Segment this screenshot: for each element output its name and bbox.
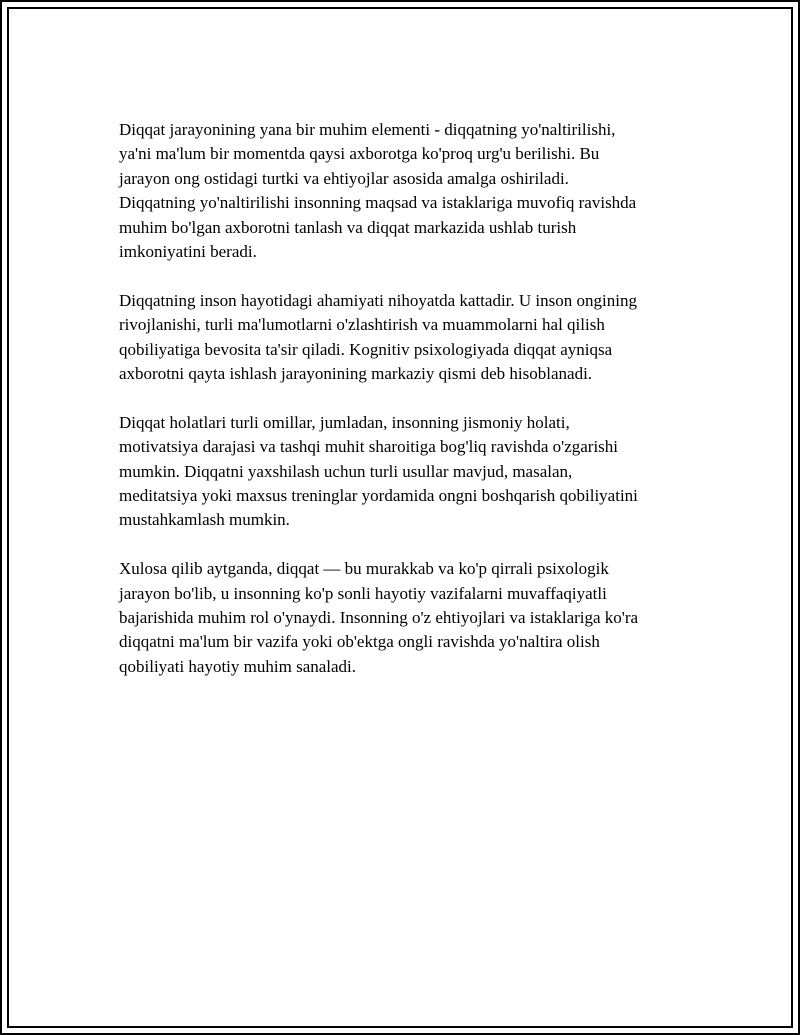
paragraph-4: Xulosa qilib aytganda, diqqat — bu murakkab va ko'p qirrali psixologik jarayon bo'lib, u insonning ko'p sonli hayotiy vazifalarni muvaffaqiyatli bajarishida muhim rol o'ynaydi. Insonning o'z ehtiyojlari va istaklariga ko'ra diqqatni ma'lum bir vazifa yoki ob'ektga ongli ravishda yo'naltira olish qobiliyati hayotiy muhim sanaladi. xyxy=(119,559,639,676)
paragraph-2: Diqqatning inson hayotidagi ahamiyati nihoyatda kattadir. U inson ongining rivojlanishi, turli ma'lumotlarni o'zlashtirish va muammolarni hal qilish qobiliyatiga bevosita ta'sir qiladi. Kognitiv psixologiyada diqqat ayniqsa axborotni qayta ishlash jarayonining markaziy qismi deb hisoblanadi. xyxy=(119,290,637,384)
document-body xyxy=(119,118,699,704)
paragraph-3: Diqqat holatlari turli omillar, jumladan, insonning jismoniy holati, motivatsiya darajasi va tashqi muhit sharoitiga bog'liq ravishda o'zgarishi mumkin. Diqqatni yaxshilash uchun turli usullar mavjud, masalan, meditatsiya yoki maxsus treninglar yordamida ongni boshqarish qobiliyatini mustahkamlash mumkin. xyxy=(119,412,638,530)
paragraph-1: Diqqat jarayonining yana bir muhim elementi - diqqatning yo'naltirilishi, ya'ni ma'lum bir momentda qaysi axborotga ko'proq urg'u berilishi. Bu jarayon ong ostidagi turtki va ehtiyojlar asosida amalga oshiriladi. Diqqatning yo'naltirilishi insonning maqsad va istaklariga muvofiq ravishda muhim bo'lgan axborotni tanlash va diqqat markazida ushlab turish imkoniyatini beradi. xyxy=(119,120,637,262)
